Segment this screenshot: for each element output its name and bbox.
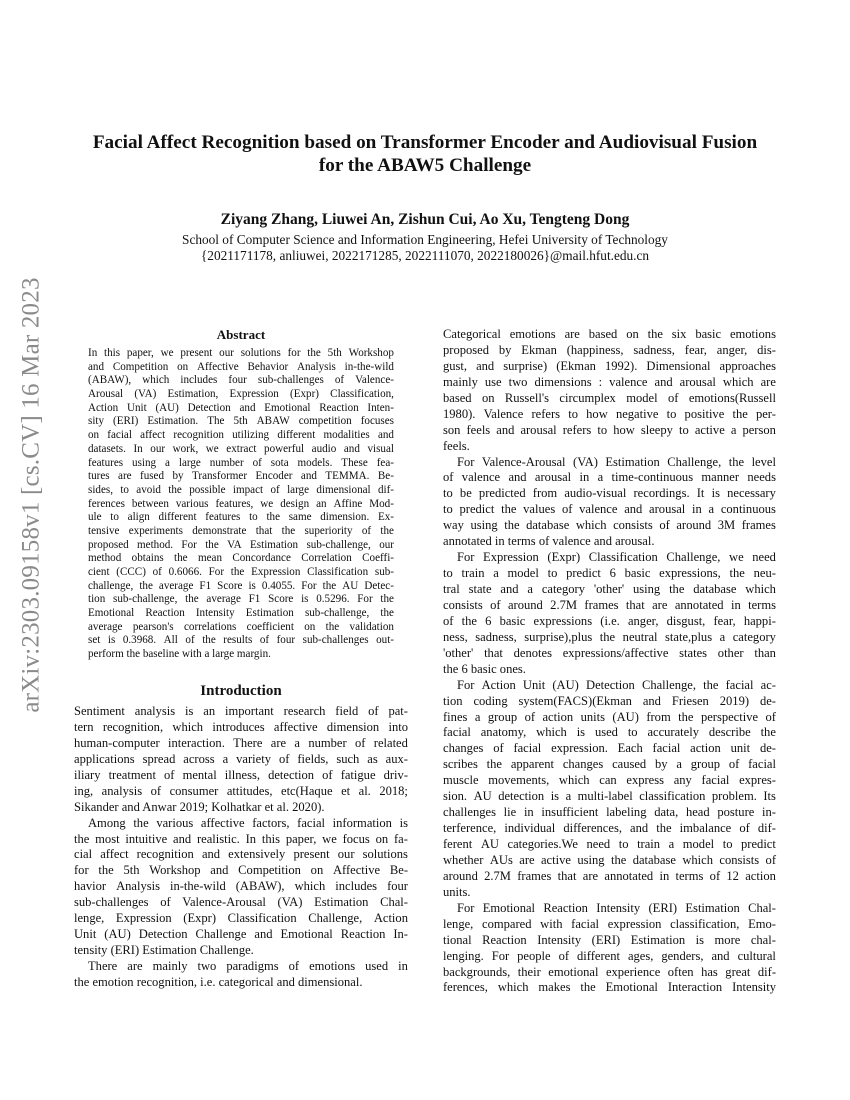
text-line: applications spread across a variety of fields, such as aux- bbox=[74, 751, 408, 766]
title-line: Facial Affect Recognition based on Transformer Encoder and Audiovisual Fusion bbox=[92, 132, 758, 153]
text-line: ferences, which makes the Emotional Interaction Intensity bbox=[443, 980, 776, 995]
text-line: consists of around 2.7M frames that are annotated in terms bbox=[443, 597, 776, 612]
text-line: 1980). Valence refers to how negative to positive the per- bbox=[443, 406, 776, 421]
text-line: Categorical emotions are based on the six basic emotions bbox=[443, 327, 776, 341]
text-line: proposed method. For the VA Estimation sub-challenge, our bbox=[88, 538, 394, 551]
text-line: ule to align different features to the same dimension. Ex- bbox=[88, 511, 394, 524]
arxiv-identifier bbox=[6, 277, 58, 713]
text-line: Unit (AU) Detection Challenge and Emotional Reaction In- bbox=[74, 927, 408, 942]
author-emails: {2021171178, anliuwei, 2022171285, 2022111070, 2022180026}@mail.hfut.edu.cn bbox=[200, 248, 650, 263]
author-list: Ziyang Zhang, Liuwei An, Zishun Cui, Ao Xu, Tengteng Dong bbox=[220, 211, 630, 228]
text-line: whether AUs are active using the database which consists of bbox=[443, 852, 776, 867]
text-line: proposed by Ekman (happiness, sadness, fear, anger, dis- bbox=[443, 342, 776, 357]
text-line: For Valence-Arousal (VA) Estimation Challenge, the level bbox=[457, 454, 776, 469]
text-line: (ABAW), which includes four sub-challenges of Valence- bbox=[88, 374, 394, 387]
text-line: facial anatomy, which is used to accurately describe the bbox=[443, 725, 776, 740]
text-line: the 6 basic ones. bbox=[443, 661, 526, 676]
arxiv-identifier-text: arXiv:2303.09158v1 [cs.CV] 16 Mar 2023 bbox=[18, 277, 46, 713]
text-line: lenging. For people of different ages, genders, and cultural bbox=[443, 948, 776, 963]
text-line: features using a large number of sota models. These fea- bbox=[88, 456, 394, 469]
introduction-heading: Introduction bbox=[200, 683, 282, 699]
text-line: son feels and arousal refers to how sleepy to active a person bbox=[443, 422, 776, 437]
text-line: lenge, Expression (Expr) Classification Challenge, Action bbox=[74, 911, 408, 926]
text-line: terference, individual differences, and the imbalance of dif- bbox=[443, 821, 776, 836]
text-line: average pearson's correlations coefficient on the validation bbox=[88, 620, 394, 633]
text-line: Emotional Reaction Intensity Estimation sub-challenge, the bbox=[88, 607, 394, 620]
text-line: of valence and arousal in a time-continuous manner needs bbox=[443, 470, 776, 485]
text-line: lenge, compared with facial expression classification, Emo- bbox=[443, 916, 776, 931]
left-column-body bbox=[74, 704, 408, 991]
right-column-body bbox=[443, 327, 776, 996]
text-line: and Competition on Affective Behavior Analysis in-the-wild bbox=[88, 360, 394, 373]
text-line: tensive experiments demonstrate that the superiority of the bbox=[88, 524, 394, 537]
text-line: way using the database which consists of around 3M frames bbox=[443, 518, 776, 533]
text-line: For Action Unit (AU) Detection Challenge, the facial ac- bbox=[457, 677, 776, 692]
text-line: Sikander and Anwar 2019; Kolhatkar et al. 2020). bbox=[74, 799, 325, 814]
text-line: For Emotional Reaction Intensity (ERI) Estimation Chal- bbox=[457, 900, 776, 915]
text-line: Among the various affective factors, facial information is bbox=[88, 815, 408, 830]
text-line: fines a group of action units (AU) from the perspective of bbox=[443, 709, 776, 724]
text-line: ferences between various features, we design an Affine Mod- bbox=[88, 497, 394, 510]
text-line: to be predicted from audio-visual recordings. It is necessary bbox=[443, 486, 776, 501]
text-line: There are mainly two paradigms of emotions used in bbox=[88, 959, 408, 973]
text-line: human-computer interaction. There are a number of related bbox=[74, 735, 408, 750]
paper-title bbox=[60, 132, 790, 177]
text-line: Arousal (VA) Estimation, Expression (Expr) Classification, bbox=[88, 388, 394, 401]
text-line: to train a model to predict 6 basic expressions, the neu- bbox=[443, 566, 776, 581]
text-line: iliary treatment of mental illness, detection of fatigue driv- bbox=[74, 767, 408, 782]
text-line: backgrounds, their emotional experience often has great dif- bbox=[443, 964, 776, 979]
text-line: method obtains the mean Concordance Correlation Coeffi- bbox=[88, 552, 394, 565]
text-line: 'other' that denotes expressions/affective states other than bbox=[443, 645, 776, 660]
text-line: cient (CCC) of 0.6066. For the Expression Classification sub- bbox=[88, 566, 394, 578]
text-line: to predict the values of valence and arousal in a continuous bbox=[443, 502, 776, 517]
text-line: of the 6 basic expressions (i.e. anger, disgust, fear, happi- bbox=[443, 613, 776, 628]
abstract-heading: Abstract bbox=[216, 327, 266, 342]
text-line: mainly use two dimensions : valence and arousal which are bbox=[443, 374, 776, 389]
text-line: scribes the apparent changes caused by a group of facial bbox=[443, 757, 776, 772]
text-line: the most intuitive and realistic. In this paper, we focus on fa- bbox=[74, 831, 408, 846]
text-line: changes of facial expression. Each facial action unit de- bbox=[443, 741, 776, 756]
text-line: Action Unit (AU) Detection and Emotional Reaction Inten- bbox=[88, 401, 394, 414]
text-line: ferent AU categories.We need to train a model to predict bbox=[443, 837, 776, 851]
text-line: on facial affect recognition utilizing different modalities and bbox=[88, 429, 394, 442]
text-line: sub-challenges of Valence-Arousal (VA) Estimation Chal- bbox=[74, 895, 408, 910]
text-line: feels. bbox=[443, 438, 470, 453]
text-line: perform the baseline with a large margin. bbox=[88, 648, 271, 661]
text-line: sity (ERI) Estimation. The 5th ABAW competition focuses bbox=[88, 415, 394, 428]
text-line: challenge, the average F1 Score is 0.4055. For the AU Detec- bbox=[88, 579, 394, 592]
text-line: around 2.7M frames that are annotated in terms of 12 action bbox=[443, 868, 776, 883]
affiliation: School of Computer Science and Information Engineering, Hefei University of Technology bbox=[182, 232, 668, 247]
text-line: tensity (ERI) Estimation Challenge. bbox=[74, 943, 254, 958]
text-line: the emotion recognition, i.e. categorical and dimensional. bbox=[74, 974, 363, 989]
text-line: tion sub-challenge, the average F1 Score is 0.5296. For the bbox=[88, 593, 394, 606]
text-line: based on Russell's circumplex model of emotions(Russell bbox=[443, 390, 776, 405]
text-line: tion coding system(FACS)(Ekman and Friesen 2019) de- bbox=[443, 693, 776, 708]
text-line: ing, analysis of consumer attitudes, etc(Haque et al. 2018; bbox=[74, 783, 408, 798]
text-line: tures are fused by Transformer Encoder and TEMMA. Be- bbox=[88, 470, 394, 483]
abstract-body bbox=[88, 347, 394, 662]
text-line: tern recognition, which introduces affective dimension into bbox=[74, 719, 408, 734]
text-line: ness, sadness, surprise),plus the neutral state,plus a category bbox=[443, 629, 776, 644]
text-line: annotated in terms of valence and arousal. bbox=[443, 534, 655, 549]
text-line: gust, and surprise) (Ekman 1992). Dimensional approaches bbox=[443, 358, 776, 373]
text-line: datasets. In our work, we extract powerful audio and visual bbox=[88, 442, 394, 455]
text-line: tional Reaction Intensity (ERI) Estimation is more chal- bbox=[443, 932, 776, 947]
text-line: havior Analysis in-the-wild (ABAW), which includes four bbox=[74, 879, 408, 894]
text-line: set is 0.3968. All of the results of four sub-challenges out- bbox=[88, 634, 394, 647]
text-line: challenges lie in insufficient labeling data, head posture in- bbox=[443, 805, 776, 820]
text-line: tral state and a category 'other' using the database which bbox=[443, 582, 776, 596]
text-line: units. bbox=[443, 884, 471, 899]
text-line: sides, to avoid the possible impact of large dimensional dif- bbox=[88, 483, 394, 496]
title-line: for the ABAW5 Challenge bbox=[318, 154, 532, 176]
text-line: muscle movements, which can express any facial expres- bbox=[443, 773, 776, 788]
text-line: For Expression (Expr) Classification Challenge, we need bbox=[457, 550, 776, 565]
text-line: sion. AU detection is a multi-label classification problem. Its bbox=[443, 789, 776, 804]
text-line: Sentiment analysis is an important research field of pat- bbox=[74, 704, 408, 718]
text-line: cial affect recognition and extensively present our solutions bbox=[74, 847, 408, 862]
text-line: for the 5th Workshop and Competition on Affective Be- bbox=[74, 863, 408, 878]
text-line: In this paper, we present our solutions for the 5th Workshop bbox=[88, 347, 394, 359]
